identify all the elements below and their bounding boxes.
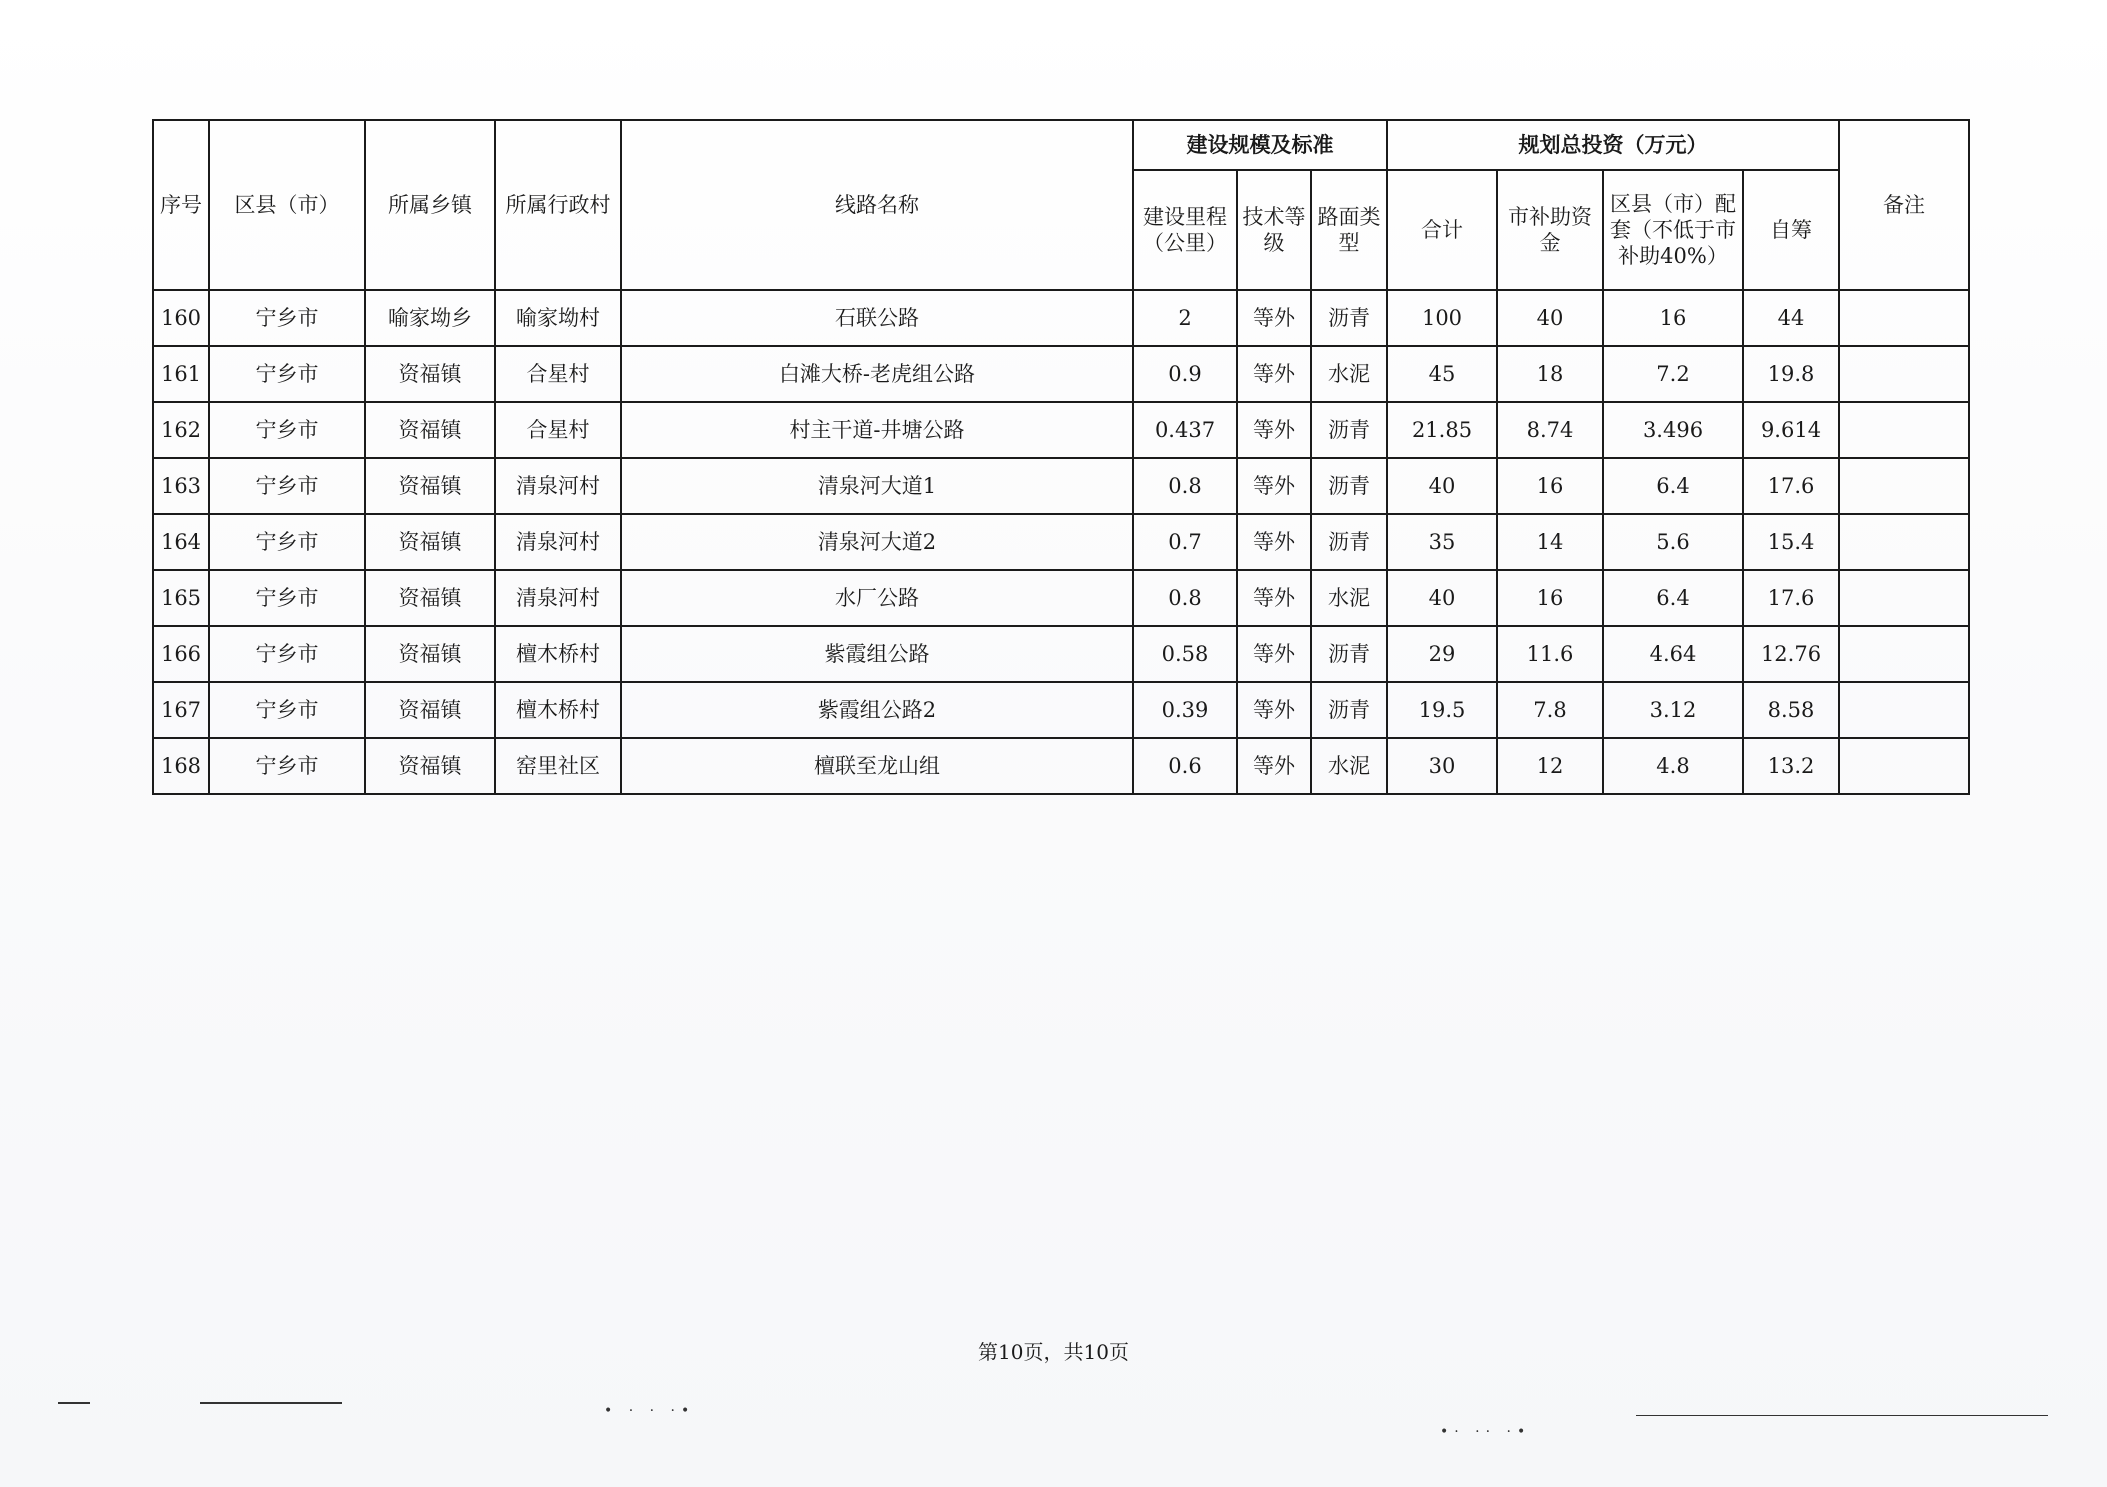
cell-mileage: 0.6: [1133, 738, 1237, 794]
cell-self: 12.76: [1743, 626, 1839, 682]
table-row: [153, 402, 1969, 458]
cell-self: 19.8: [1743, 346, 1839, 402]
cell-township: 资福镇: [365, 570, 495, 626]
cell-surface: 沥青: [1311, 514, 1387, 570]
table-row: [153, 346, 1969, 402]
header-surface: 路面类型: [1311, 170, 1387, 290]
cell-self: 13.2: [1743, 738, 1839, 794]
table-row: [153, 738, 1969, 794]
cell-surface: 水泥: [1311, 738, 1387, 794]
cell-total: 19.5: [1387, 682, 1497, 738]
cell-township: 喻家坳乡: [365, 290, 495, 346]
cell-county: 宁乡市: [209, 514, 365, 570]
cell-grade: 等外: [1237, 682, 1311, 738]
cell-mileage: 0.58: [1133, 626, 1237, 682]
header-mileage: 建设里程（公里）: [1133, 170, 1237, 290]
cell-grade: 等外: [1237, 402, 1311, 458]
cell-match: 4.8: [1603, 738, 1743, 794]
cell-note: [1839, 570, 1969, 626]
cell-village: 清泉河村: [495, 514, 621, 570]
cell-total: 30: [1387, 738, 1497, 794]
cell-seq: 163: [153, 458, 209, 514]
cell-township: 资福镇: [365, 626, 495, 682]
table-row: [153, 514, 1969, 570]
cell-note: [1839, 458, 1969, 514]
cell-route: 清泉河大道2: [621, 514, 1133, 570]
cell-mileage: 0.9: [1133, 346, 1237, 402]
cell-grade: 等外: [1237, 738, 1311, 794]
cell-city: 40: [1497, 290, 1603, 346]
cell-village: 檀木桥村: [495, 626, 621, 682]
cell-note: [1839, 738, 1969, 794]
cell-seq: 161: [153, 346, 209, 402]
cell-mileage: 0.8: [1133, 458, 1237, 514]
cell-township: 资福镇: [365, 402, 495, 458]
header-remarks: 备注: [1839, 120, 1969, 290]
table-row: [153, 682, 1969, 738]
header-village: 所属行政村: [495, 120, 621, 290]
cell-city: 14: [1497, 514, 1603, 570]
cell-total: 40: [1387, 458, 1497, 514]
scan-mark-line: [200, 1402, 342, 1404]
cell-village: 清泉河村: [495, 570, 621, 626]
cell-village: 合星村: [495, 402, 621, 458]
cell-surface: 沥青: [1311, 402, 1387, 458]
cell-match: 6.4: [1603, 458, 1743, 514]
cell-city: 16: [1497, 570, 1603, 626]
header-invest-group: 规划总投资（万元）: [1387, 120, 1839, 170]
cell-mileage: 0.8: [1133, 570, 1237, 626]
cell-county: 宁乡市: [209, 570, 365, 626]
road-project-table: [152, 119, 1970, 795]
cell-match: 7.2: [1603, 346, 1743, 402]
cell-match: 16: [1603, 290, 1743, 346]
cell-township: 资福镇: [365, 458, 495, 514]
cell-note: [1839, 626, 1969, 682]
cell-note: [1839, 346, 1969, 402]
header-total: 合计: [1387, 170, 1497, 290]
cell-grade: 等外: [1237, 290, 1311, 346]
cell-self: 17.6: [1743, 570, 1839, 626]
scan-mark-line: [1636, 1415, 2048, 1416]
cell-city: 7.8: [1497, 682, 1603, 738]
cell-village: 喻家坳村: [495, 290, 621, 346]
cell-township: 资福镇: [365, 346, 495, 402]
cell-route: 清泉河大道1: [621, 458, 1133, 514]
cell-county: 宁乡市: [209, 346, 365, 402]
header-tech-grade: 技术等级: [1237, 170, 1311, 290]
table-row: [153, 570, 1969, 626]
cell-route: 紫霞组公路2: [621, 682, 1133, 738]
scan-mark-line: [58, 1402, 90, 1404]
cell-seq: 166: [153, 626, 209, 682]
header-county-match: 区县（市）配套（不低于市补助40%）: [1603, 170, 1743, 290]
cell-surface: 沥青: [1311, 626, 1387, 682]
cell-seq: 162: [153, 402, 209, 458]
cell-seq: 165: [153, 570, 209, 626]
cell-match: 5.6: [1603, 514, 1743, 570]
table-body: [153, 290, 1969, 794]
cell-match: 6.4: [1603, 570, 1743, 626]
cell-total: 100: [1387, 290, 1497, 346]
cell-note: [1839, 514, 1969, 570]
cell-county: 宁乡市: [209, 738, 365, 794]
cell-mileage: 0.39: [1133, 682, 1237, 738]
cell-county: 宁乡市: [209, 682, 365, 738]
cell-self: 15.4: [1743, 514, 1839, 570]
cell-village: 清泉河村: [495, 458, 621, 514]
cell-township: 资福镇: [365, 738, 495, 794]
cell-seq: 160: [153, 290, 209, 346]
cell-grade: 等外: [1237, 570, 1311, 626]
cell-county: 宁乡市: [209, 626, 365, 682]
cell-surface: 沥青: [1311, 290, 1387, 346]
cell-county: 宁乡市: [209, 402, 365, 458]
cell-seq: 167: [153, 682, 209, 738]
cell-grade: 等外: [1237, 626, 1311, 682]
table-header: [153, 120, 1969, 290]
scan-speck-marks: • · · ·•: [604, 1403, 696, 1419]
cell-grade: 等外: [1237, 514, 1311, 570]
cell-seq: 164: [153, 514, 209, 570]
header-route: 线路名称: [621, 120, 1133, 290]
cell-township: 资福镇: [365, 514, 495, 570]
cell-route: 石联公路: [621, 290, 1133, 346]
table-row: [153, 458, 1969, 514]
cell-route: 紫霞组公路: [621, 626, 1133, 682]
cell-village: 檀木桥村: [495, 682, 621, 738]
cell-township: 资福镇: [365, 682, 495, 738]
cell-mileage: 2: [1133, 290, 1237, 346]
cell-total: 45: [1387, 346, 1497, 402]
cell-self: 8.58: [1743, 682, 1839, 738]
cell-grade: 等外: [1237, 346, 1311, 402]
cell-county: 宁乡市: [209, 458, 365, 514]
cell-route: 白滩大桥-老虎组公路: [621, 346, 1133, 402]
cell-city: 8.74: [1497, 402, 1603, 458]
cell-total: 40: [1387, 570, 1497, 626]
cell-self: 9.614: [1743, 402, 1839, 458]
cell-match: 3.12: [1603, 682, 1743, 738]
header-township: 所属乡镇: [365, 120, 495, 290]
table-row: [153, 290, 1969, 346]
cell-route: 水厂公路: [621, 570, 1133, 626]
cell-self: 17.6: [1743, 458, 1839, 514]
scan-speck-marks: •· ·· ·•: [1440, 1424, 1532, 1440]
cell-note: [1839, 402, 1969, 458]
header-city-subsidy: 市补助资金: [1497, 170, 1603, 290]
page-number: 第10页，共10页: [978, 1340, 1129, 1364]
cell-city: 18: [1497, 346, 1603, 402]
table-row: [153, 626, 1969, 682]
cell-total: 21.85: [1387, 402, 1497, 458]
cell-village: 合星村: [495, 346, 621, 402]
cell-surface: 水泥: [1311, 346, 1387, 402]
cell-surface: 水泥: [1311, 570, 1387, 626]
cell-city: 12: [1497, 738, 1603, 794]
cell-note: [1839, 290, 1969, 346]
header-county: 区县（市）: [209, 120, 365, 290]
cell-match: 4.64: [1603, 626, 1743, 682]
cell-note: [1839, 682, 1969, 738]
cell-match: 3.496: [1603, 402, 1743, 458]
cell-mileage: 0.7: [1133, 514, 1237, 570]
cell-total: 35: [1387, 514, 1497, 570]
cell-grade: 等外: [1237, 458, 1311, 514]
cell-surface: 沥青: [1311, 682, 1387, 738]
header-seq: 序号: [153, 120, 209, 290]
cell-seq: 168: [153, 738, 209, 794]
cell-route: 村主干道-井塘公路: [621, 402, 1133, 458]
cell-route: 檀联至龙山组: [621, 738, 1133, 794]
cell-village: 窑里社区: [495, 738, 621, 794]
cell-county: 宁乡市: [209, 290, 365, 346]
cell-surface: 沥青: [1311, 458, 1387, 514]
cell-city: 16: [1497, 458, 1603, 514]
cell-city: 11.6: [1497, 626, 1603, 682]
cell-total: 29: [1387, 626, 1497, 682]
header-scale-group: 建设规模及标准: [1133, 120, 1387, 170]
header-self-raised: 自筹: [1743, 170, 1839, 290]
cell-mileage: 0.437: [1133, 402, 1237, 458]
cell-self: 44: [1743, 290, 1839, 346]
